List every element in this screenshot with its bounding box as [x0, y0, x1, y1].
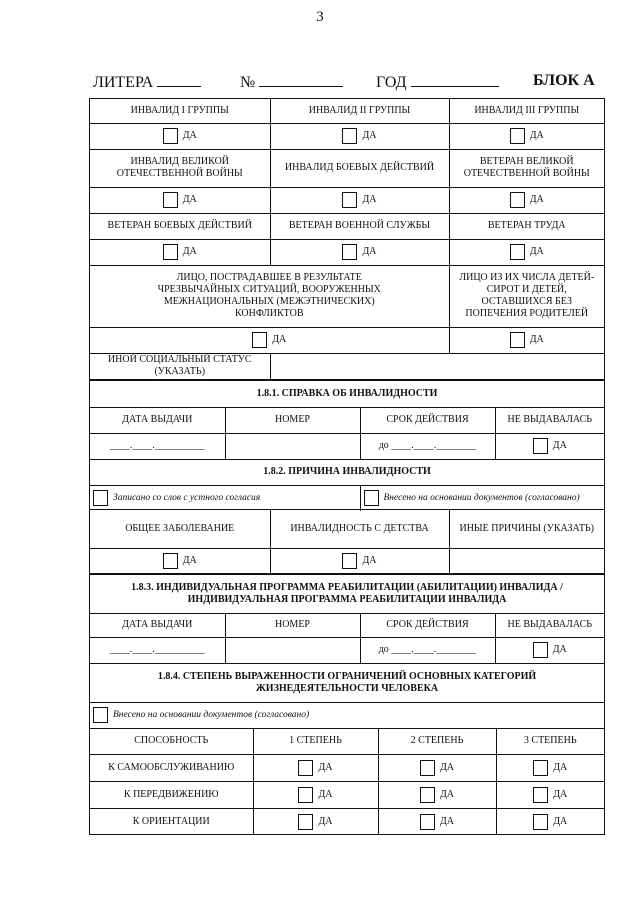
checkbox[interactable]: [533, 760, 548, 776]
yes-option: [253, 808, 378, 835]
yes-option: [496, 781, 604, 808]
column-header: ДАТА ВЫДАЧИ: [90, 613, 225, 637]
number-input[interactable]: [259, 72, 343, 87]
checkbox[interactable]: [252, 332, 267, 348]
status-label: ИНВАЛИД ВЕЛИКОЙ ОТЕЧЕСТВЕННОЙ ВОЙНЫ: [90, 149, 270, 187]
status-label: ВЕТЕРАН ТРУДА: [449, 213, 604, 239]
yes-label: ДА: [529, 194, 544, 205]
column-header: 1 СТЕПЕНЬ: [253, 728, 378, 754]
number-field[interactable]: [225, 637, 360, 663]
year-input[interactable]: [411, 72, 499, 87]
status-label: ИНВАЛИД III ГРУППЫ: [449, 99, 604, 123]
yes-label: ДА: [182, 130, 197, 141]
yes-option: [270, 187, 449, 213]
checkbox[interactable]: [342, 553, 357, 569]
yes-label: ДА: [318, 815, 333, 827]
status-label: [90, 353, 270, 379]
yes-option: [496, 808, 604, 835]
valid-until-field[interactable]: до ____.____.________: [360, 637, 495, 663]
ability-label: К ПЕРЕДВИЖЕНИЮ: [90, 781, 253, 808]
column-header: 3 СТЕПЕНЬ: [496, 728, 604, 754]
checkbox[interactable]: [163, 192, 178, 208]
status-label: ЛИЦО, ПОСТРАДАВШЕЕ В РЕЗУЛЬТАТЕ ЧРЕЗВЫЧАЙНЫХ СИТУАЦИЙ, ВООРУЖЕННЫХ МЕЖНАЦИОНАЛЬНЫХ (МЕЖЭТНИЧЕСКИХ) КОНФЛИКТОВ: [90, 265, 449, 327]
status-label: ИНВАЛИД БОЕВЫХ ДЕЙСТВИЙ: [270, 149, 449, 187]
checkbox[interactable]: [298, 814, 313, 830]
cause-label: ОБЩЕЕ ЗАБОЛЕВАНИЕ: [90, 510, 270, 548]
yes-option: [449, 187, 604, 213]
litera-field: [93, 72, 201, 92]
yes-label: ДА: [272, 334, 287, 345]
checkbox[interactable]: [510, 332, 525, 348]
yes-option: [253, 754, 378, 781]
documents-option: [90, 702, 604, 728]
checkbox[interactable]: [298, 787, 313, 803]
checkbox[interactable]: [163, 244, 178, 260]
number-field[interactable]: [225, 433, 360, 459]
status-label: ЛИЦО ИЗ ИХ ЧИСЛА ДЕТЕЙ-СИРОТ И ДЕТЕЙ, ОСТАВШИХСЯ БЕЗ ПОПЕЧЕНИЯ РОДИТЕЛЕЙ: [449, 265, 604, 327]
yes-label: ДА: [439, 788, 455, 800]
year-label: ГОД: [376, 74, 407, 91]
yes-option: [90, 548, 270, 574]
checkbox[interactable]: [533, 642, 548, 658]
yes-label: ДА: [553, 761, 568, 773]
checkbox[interactable]: [364, 490, 379, 506]
yes-label: ДА: [529, 246, 544, 257]
checkbox[interactable]: [533, 787, 548, 803]
yes-option: [378, 808, 496, 835]
checkbox[interactable]: [510, 192, 525, 208]
form-header: [93, 72, 603, 94]
litera-input[interactable]: [157, 72, 201, 87]
other-status-label: ИНОЙ СОЦИАЛЬНЫЙ СТАТУС (УКАЗАТЬ): [107, 354, 252, 378]
valid-until-field[interactable]: до ____.____.________: [360, 433, 495, 459]
column-header: НОМЕР: [225, 613, 360, 637]
column-header: НЕ ВЫДАВАЛАСЬ: [495, 613, 604, 637]
yes-label: ДА: [439, 815, 455, 827]
checkbox[interactable]: [420, 760, 435, 776]
section-title: 1.8.2. ПРИЧИНА ИНВАЛИДНОСТИ: [90, 459, 604, 485]
oral-consent-option: [90, 485, 360, 511]
number-field: [240, 72, 343, 92]
issue-date-field[interactable]: ____.____.__________: [90, 637, 225, 663]
documents-label: Внесено на основании документов (согласовано): [383, 493, 580, 504]
checkbox[interactable]: [510, 244, 525, 260]
oral-consent-label: Записано со слов с устного согласия: [113, 493, 261, 504]
checkbox[interactable]: [163, 553, 178, 569]
yes-option: [90, 187, 270, 213]
yes-option: [90, 239, 270, 265]
column-header: 2 СТЕПЕНЬ: [378, 728, 496, 754]
yes-option: [378, 781, 496, 808]
yes-option: [253, 781, 378, 808]
yes-label: ДА: [553, 815, 568, 827]
yes-label: ДА: [552, 644, 567, 656]
documents-label: Внесено на основании документов (согласовано): [113, 710, 310, 720]
yes-label: ДА: [529, 334, 544, 345]
checkbox[interactable]: [93, 707, 108, 723]
column-header: СПОСОБНОСТЬ: [90, 728, 253, 754]
checkbox[interactable]: [342, 244, 357, 260]
checkbox[interactable]: [163, 128, 178, 144]
yes-option: [90, 327, 449, 353]
status-label: ИНВАЛИД I ГРУППЫ: [90, 99, 270, 123]
checkbox[interactable]: [510, 128, 525, 144]
yes-label: ДА: [362, 246, 377, 257]
checkbox[interactable]: [420, 787, 435, 803]
yes-option: [270, 123, 449, 149]
checkbox[interactable]: [93, 490, 108, 506]
yes-label: ДА: [182, 194, 197, 205]
block-label: БЛОК А: [533, 72, 595, 89]
column-header: НЕ ВЫДАВАЛАСЬ: [495, 407, 604, 433]
status-table: [89, 98, 605, 380]
checkbox[interactable]: [342, 128, 357, 144]
yes-label: ДА: [362, 130, 377, 141]
column-header: СРОК ДЕЙСТВИЯ: [360, 613, 495, 637]
number-label: №: [240, 74, 256, 91]
yes-label: ДА: [182, 246, 197, 257]
checkbox[interactable]: [298, 760, 313, 776]
cause-label: ИНВАЛИДНОСТЬ С ДЕТСТВА: [270, 510, 449, 548]
yes-option: [449, 239, 604, 265]
other-status-input[interactable]: [270, 353, 604, 379]
yes-label: ДА: [318, 761, 333, 773]
litera-label: ЛИТЕРА: [93, 74, 154, 91]
section-title: 1.8.4. СТЕПЕНЬ ВЫРАЖЕННОСТИ ОГРАНИЧЕНИЙ ОСНОВНЫХ КАТЕГОРИЙ ЖИЗНЕДЕЯТЕЛЬНОСТИ ЧЕЛОВЕКА: [90, 664, 604, 702]
other-cause-input[interactable]: [449, 548, 604, 574]
yes-option: [270, 548, 449, 574]
yes-option: [495, 637, 604, 663]
checkbox[interactable]: [420, 814, 435, 830]
status-label: ВЕТЕРАН ВЕЛИКОЙ ОТЕЧЕСТВЕННОЙ ВОЙНЫ: [449, 149, 604, 187]
limitations-table: [89, 663, 605, 835]
column-header: НОМЕР: [225, 407, 360, 433]
documents-option: [360, 485, 604, 511]
yes-label: ДА: [318, 788, 333, 800]
yes-label: ДА: [553, 788, 568, 800]
ability-label: К ОРИЕНТАЦИИ: [90, 808, 253, 835]
yes-option: [449, 327, 604, 353]
yes-label: ДА: [362, 555, 377, 567]
yes-label: ДА: [182, 555, 197, 567]
disability-cause-table: [89, 509, 605, 575]
yes-option: [90, 123, 270, 149]
ability-label: К САМООБСЛУЖИВАНИЮ: [90, 754, 253, 781]
yes-option: [378, 754, 496, 781]
status-label: ВЕТЕРАН ВОЕННОЙ СЛУЖБЫ: [270, 213, 449, 239]
yes-option: [270, 239, 449, 265]
rehab-program-table: [89, 574, 605, 664]
column-header: СРОК ДЕЙСТВИЯ: [360, 407, 495, 433]
yes-label: ДА: [552, 440, 567, 451]
issue-date-field[interactable]: ____.____.__________: [90, 433, 225, 459]
status-label: ИНВАЛИД II ГРУППЫ: [270, 99, 449, 123]
status-label: ВЕТЕРАН БОЕВЫХ ДЕЙСТВИЙ: [90, 213, 270, 239]
year-field: [376, 72, 499, 92]
cause-label: ИНЫЕ ПРИЧИНЫ (УКАЗАТЬ): [449, 510, 604, 548]
checkbox[interactable]: [533, 814, 548, 830]
yes-label: ДА: [439, 761, 455, 773]
yes-label: ДА: [362, 194, 377, 205]
section-title: 1.8.3. ИНДИВИДУАЛЬНАЯ ПРОГРАММА РЕАБИЛИТАЦИИ (АБИЛИТАЦИИ) ИНВАЛИДА / ИНДИВИДУАЛЬНАЯ ПРОГРАММА РЕАБИЛИТАЦИИ ИНВАЛИДА: [90, 575, 604, 613]
column-header: ДАТА ВЫДАЧИ: [90, 407, 225, 433]
section-title: 1.8.1. СПРАВКА ОБ ИНВАЛИДНОСТИ: [90, 381, 604, 407]
yes-label: ДА: [529, 130, 544, 141]
yes-option: [449, 123, 604, 149]
yes-option: [495, 433, 604, 459]
page-number: 3: [316, 9, 324, 25]
checkbox[interactable]: [533, 438, 548, 454]
checkbox[interactable]: [342, 192, 357, 208]
yes-option: [496, 754, 604, 781]
